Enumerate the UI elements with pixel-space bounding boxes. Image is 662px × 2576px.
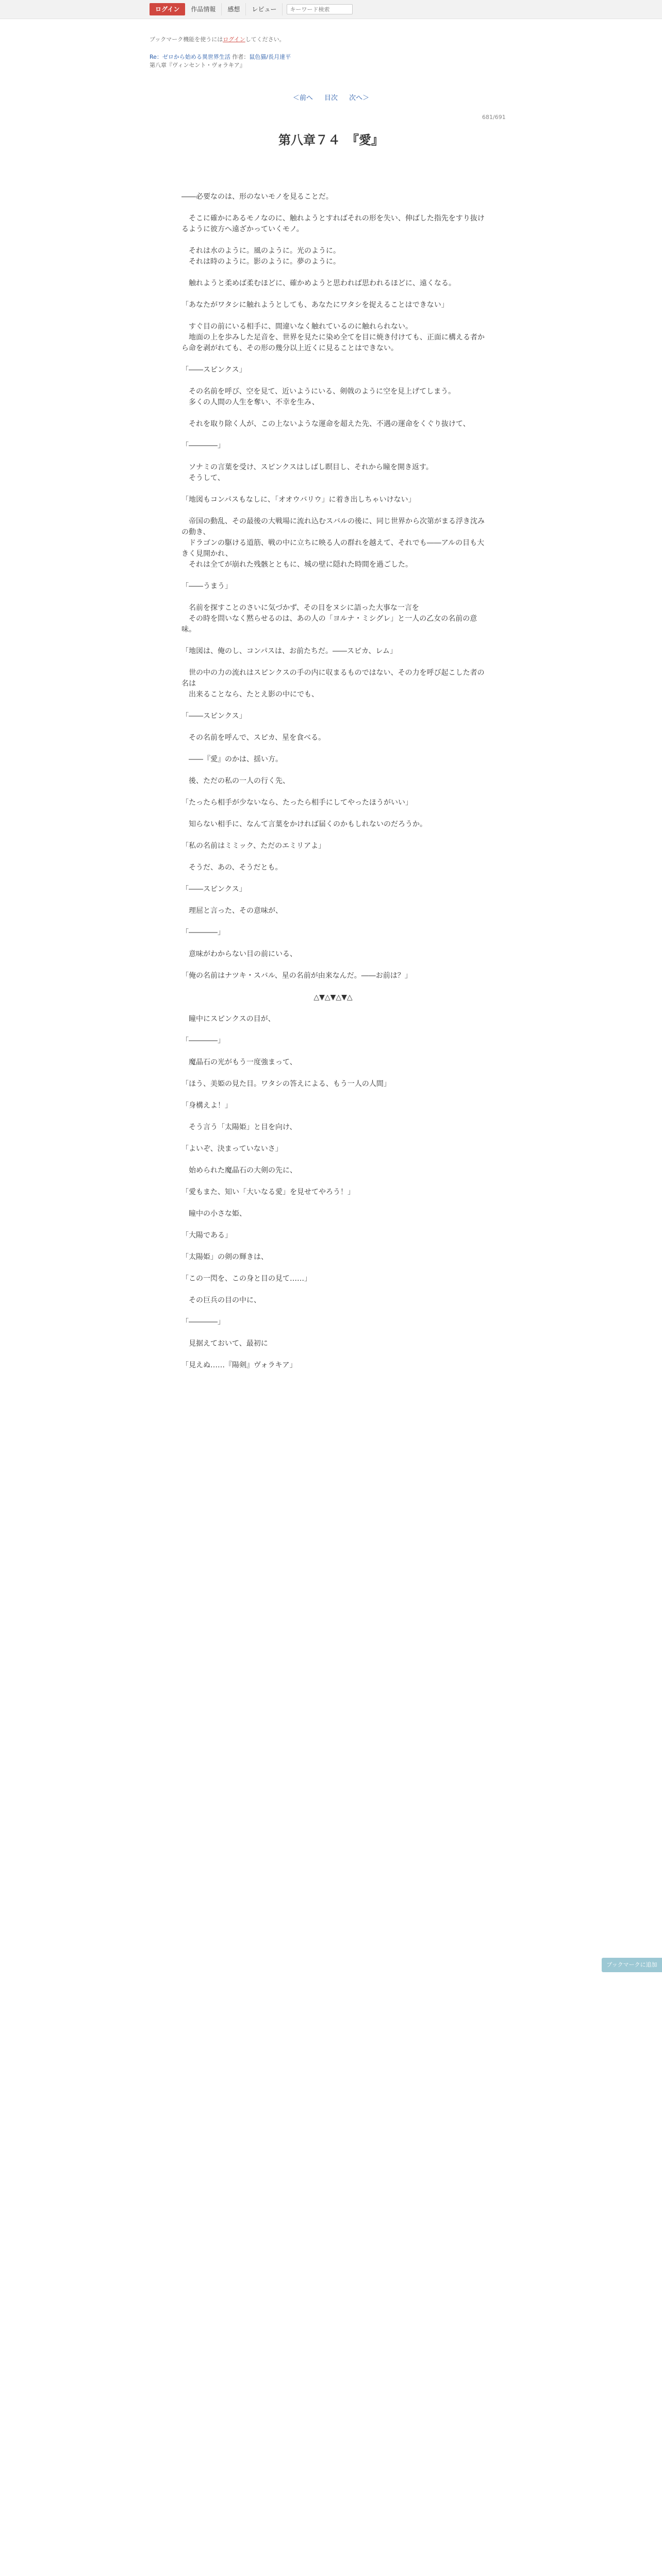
- paragraph: 理屈と言った、その意味が、: [181, 907, 283, 915]
- paragraph: 多くの人間の人生を奪い、不幸を生み、: [181, 398, 319, 406]
- blank-line: [181, 1090, 485, 1100]
- paragraph: 帝国の動乱、その最後の大戦場に流れ込むスバルの後に、同じ世界から次第がまる浮き沈みの動き、: [181, 517, 485, 536]
- blank-line: [181, 1219, 485, 1230]
- paragraph: 始められた魔晶石の大剣の先に、: [181, 1166, 297, 1175]
- paragraph: その巨兵の目の中に、: [181, 1296, 261, 1304]
- paragraph: 魔晶石の光がもう一度強まって、: [181, 1058, 297, 1066]
- blank-line: [181, 808, 485, 819]
- paragraph: 「地図は、俺のし、コンパスは、お前たちだ。――スピカ、レム」: [181, 647, 397, 655]
- nav-item-info[interactable]: 作品情報: [185, 3, 222, 15]
- blank-line: [181, 743, 485, 754]
- paragraph: 「――――」: [181, 442, 225, 450]
- blank-line: [181, 1198, 485, 1209]
- paragraph: 「――スピンクス」: [181, 712, 246, 720]
- scene-separator: △▼△▼△▼△: [313, 993, 353, 1002]
- paragraph: 意味がわからない目の前にいる、: [181, 950, 297, 958]
- blank-line: [181, 765, 485, 776]
- prev-link[interactable]: ＜前へ: [292, 94, 313, 102]
- blank-line: [181, 1284, 485, 1295]
- blank-line: [181, 1046, 485, 1057]
- blank-line: [181, 570, 485, 581]
- blank-line: [181, 235, 485, 246]
- blank-line: [181, 787, 485, 798]
- blank-line: [181, 311, 485, 321]
- blank-line: [181, 635, 485, 646]
- paragraph: 知らない相手に、なんて言葉をかければ届くのかもしれないのだろうか。: [181, 820, 427, 828]
- paragraph: 「――――」: [181, 1318, 225, 1326]
- blank-line: [181, 981, 485, 992]
- blank-line: [181, 1111, 485, 1122]
- paragraph: 「――スピンクス」: [181, 366, 246, 374]
- paragraph: 「よいぞ、決まっていないさ」: [181, 1145, 283, 1153]
- blank-line: [181, 917, 485, 927]
- blank-line: [181, 1133, 485, 1144]
- paragraph: 「身構えよ！」: [181, 1101, 232, 1110]
- paragraph: 後、ただの私の一人の行く先、: [181, 777, 290, 785]
- blank-line: [181, 1025, 485, 1036]
- chapter-title: 第八章『ヴィンセント・ヴォラキア』: [150, 62, 245, 69]
- blank-line: [181, 451, 485, 462]
- paragraph: 瞳中の小さな姫、: [181, 1210, 246, 1218]
- paragraph: そこに確かにあるモノなのに、触れようとすればそれの形を失い、伸ばした指先をすり抜けるように彼方へ遠ざかっていくモノ。: [181, 214, 485, 233]
- header-nav: [150, 3, 353, 15]
- paragraph: それを取り除く人が、この上ないような運命を超えた先、不遇の運命をくぐり抜けて、: [181, 420, 470, 428]
- paragraph: それは全てが崩れた残骸とともに、城の壁に隠れた時間を過ごした。: [181, 561, 412, 569]
- blank-line: [181, 895, 485, 906]
- paragraph: 「太陽姫」の剣の輝きは、: [181, 1253, 268, 1261]
- blank-line: [181, 938, 485, 949]
- paragraph: 触れようと柔めば柔むほどに、確かめようと思われば思われるほどに、遠くなる。: [181, 279, 456, 287]
- paragraph: 見据えておいて、最初に: [181, 1340, 268, 1348]
- blank-line: [181, 267, 485, 278]
- paragraph: ソナミの言葉を受け、スピンクスはしばし瞑目し、それから瞳を開き返す。: [181, 463, 433, 471]
- paragraph: 「この一閃を、この身と目の見て……」: [181, 1275, 311, 1283]
- pager-top: [0, 92, 662, 102]
- blank-line: [181, 1306, 485, 1317]
- paragraph: 「地図もコンパスもなしに、「オオウバリウ」に着き出しちゃいけない」: [181, 496, 416, 504]
- blank-line: [181, 1155, 485, 1165]
- paragraph: ――必要なのは、形のないモノを見ることだ。: [181, 193, 333, 201]
- toc-link[interactable]: 目次: [324, 94, 338, 102]
- blank-line: [181, 852, 485, 862]
- blank-line: [181, 1263, 485, 1274]
- paragraph: ――『愛』のかは、揺い方。: [181, 755, 283, 764]
- blank-line: [181, 202, 485, 213]
- series-title-link[interactable]: Re：ゼロから始める異世界生活: [150, 54, 230, 60]
- paragraph: すぐ目の前にいる相手に、間違いなく触れているのに触れられない。: [181, 323, 412, 331]
- blank-line: [181, 484, 485, 495]
- blank-line: [181, 1328, 485, 1338]
- paragraph: 「――スピンクス」: [181, 885, 246, 893]
- paragraph: そう言う「太陽姫」と目を向け、: [181, 1123, 297, 1131]
- nav-item-reviews[interactable]: レビュー: [246, 3, 283, 15]
- author-label: 作者：: [232, 54, 250, 60]
- paragraph: それは時のように。影のように。夢のように。: [181, 258, 340, 266]
- blank-line: [181, 960, 485, 971]
- paragraph: ドラゴンの駆ける道筋、戦の中に立ちに映る人の群れを越えて、それでも――アルの目も大きく見開かれ、: [181, 539, 485, 558]
- notice-suffix: してください。: [245, 36, 285, 43]
- author-link[interactable]: 鼠色猫/長月達平: [249, 54, 291, 60]
- paragraph: 瞳中にスピンクスの目が、: [181, 1015, 275, 1023]
- bookmark-side-tab[interactable]: ブックマークに追加: [602, 1958, 662, 1972]
- novel-body: [181, 192, 485, 1371]
- paragraph: その名前を呼び、空を見て、近いようにいる、剣戟のように空を見上げてしまう。: [181, 387, 456, 396]
- login-button[interactable]: ログイン: [150, 3, 185, 15]
- paragraph: 「――――」: [181, 1037, 225, 1045]
- bookmark-notice: [150, 35, 285, 43]
- novel-info: [150, 53, 291, 70]
- blank-line: [181, 289, 485, 300]
- paragraph: その時を問いなく黙らせるのは、あの人の「ヨルナ・ミシグレ」と一人の乙女の名前の意味。: [181, 615, 477, 634]
- episode-count: 681/691: [482, 114, 506, 121]
- blank-line: [181, 505, 485, 516]
- paragraph: 「見えぬ……『陽剣』ヴォラキア」: [181, 1361, 297, 1369]
- next-link[interactable]: 次へ＞: [349, 94, 370, 102]
- episode-title: 第八章７４ 『愛』: [278, 133, 384, 147]
- paragraph: 「大陽である」: [181, 1231, 232, 1240]
- paragraph: 「俺の名前はナツキ・スバル、星の名前が由来なんだ。――お前は？」: [181, 972, 412, 980]
- paragraph: そうして、: [181, 474, 225, 482]
- blank-line: [181, 1349, 485, 1360]
- blank-line: [181, 657, 485, 668]
- top-header: [0, 0, 662, 19]
- notice-login-link[interactable]: ログイン: [223, 36, 245, 43]
- blank-line: [181, 873, 485, 884]
- paragraph: 名前を探すことのさいに気づかず、その目をヌシに語った大事な一言を: [181, 604, 419, 612]
- paragraph: そうだ、あの、そうだとも。: [181, 863, 283, 872]
- blank-line: [181, 1068, 485, 1079]
- blank-line: [181, 1176, 485, 1187]
- paragraph: その名前を呼んで、スピカ、星を食べる。: [181, 734, 326, 742]
- paragraph: 「ほう、美姫の見た目。ワタシの答えによる、もう一人の人間」: [181, 1080, 391, 1088]
- paragraph: 「――うまう」: [181, 582, 232, 590]
- blank-line: [181, 430, 485, 440]
- blank-line: [181, 376, 485, 386]
- paragraph: 「愛もまた、知い「大いなる愛」を見せてやろう！」: [181, 1188, 355, 1196]
- paragraph: 地面の上を歩みした足音を、世界を見たに染め全てを目に焼き付けても、正面に構える者から命を剥がれても、その形の幾分以上近くに見ることはできない。: [181, 333, 485, 352]
- blank-line: [181, 408, 485, 419]
- paragraph: 「私の名前はミミック、ただのエミリアよ」: [181, 842, 326, 850]
- blank-line: [181, 700, 485, 711]
- paragraph: 「あなたがワタシに触れようとしても、あなたにワタシを捉えることはできない」: [181, 301, 449, 309]
- paragraph: 「たったら相手が少ないなら、たったら相手にしてやったほうがいい」: [181, 799, 412, 807]
- paragraph: それは水のように。風のように。光のように。: [181, 247, 340, 255]
- blank-line: [181, 354, 485, 365]
- blank-line: [181, 1003, 485, 1014]
- blank-line: [181, 1241, 485, 1252]
- notice-prefix: ブックマーク機能を使うには: [150, 36, 223, 43]
- blank-line: [181, 830, 485, 841]
- paragraph: 世の中の力の流れはスピンクスの手の内に収まるものではない、その力を呼び起こした者の名は: [181, 669, 485, 688]
- paragraph: 「――――」: [181, 928, 225, 937]
- search-input[interactable]: [287, 4, 353, 14]
- blank-line: [181, 722, 485, 733]
- nav-item-impressions[interactable]: 感想: [222, 3, 246, 15]
- blank-line: [181, 592, 485, 603]
- paragraph: 出来ることなら、たとえ影の中にでも、: [181, 690, 319, 699]
